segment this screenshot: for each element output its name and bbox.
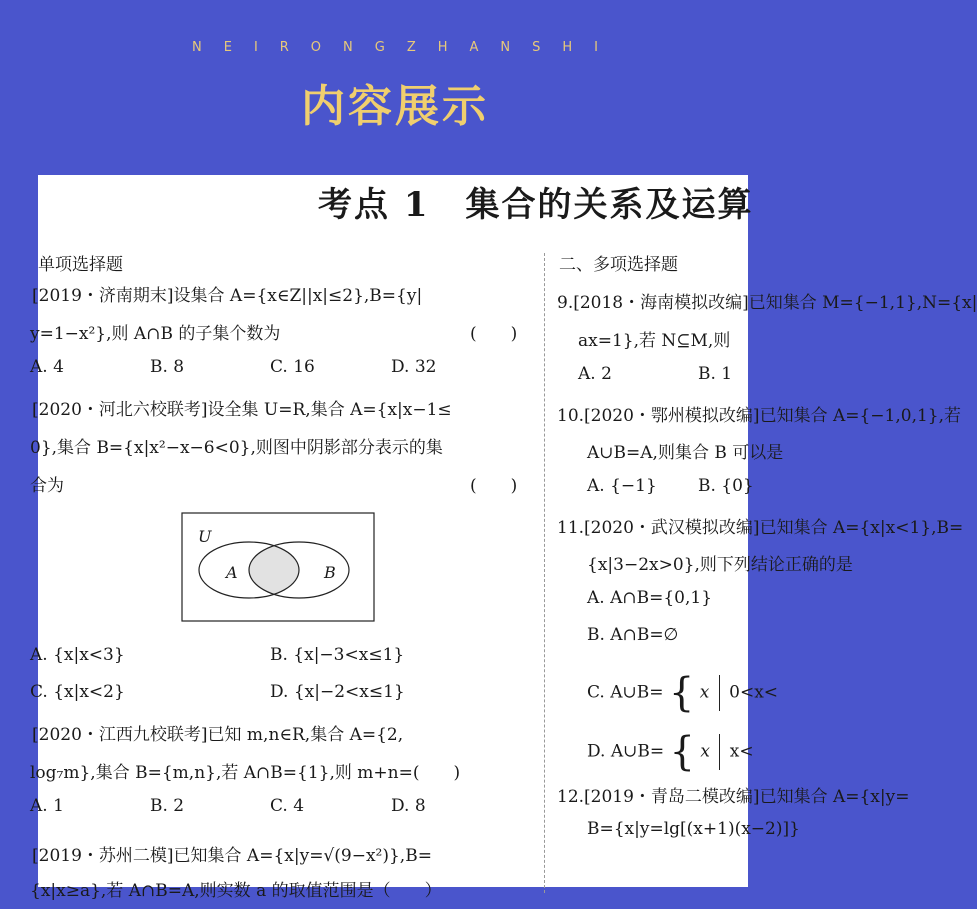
set-divider bbox=[719, 675, 720, 711]
banner-subtitle: NEIRONGZHANSHI bbox=[192, 40, 620, 55]
page-heading: 考点 1 集合的关系及运算 bbox=[318, 185, 754, 225]
option-d bbox=[587, 729, 754, 775]
option-a: A. {x|x<3} bbox=[30, 645, 125, 665]
option-c-text: C. A∪B= bbox=[587, 682, 664, 703]
set-condition: x< bbox=[729, 741, 754, 762]
q-stem-line: [2019・济南期末]设集合 A={x∈Z||x|≤2},B={y| bbox=[32, 286, 423, 306]
answer-paren: ( ) bbox=[470, 476, 518, 496]
option-b: B. {0} bbox=[698, 476, 754, 496]
option-b: B. 1 bbox=[698, 364, 733, 384]
q-stem-line: 11.[2020・武汉模拟改编]已知集合 A={x|x<1},B= bbox=[557, 518, 964, 538]
option-c: C. 4 bbox=[270, 796, 305, 816]
venn-label-a: A bbox=[226, 563, 238, 582]
option-d: D. 8 bbox=[391, 796, 426, 816]
option-b: B. A∩B=∅ bbox=[587, 625, 679, 645]
set-variable: x bbox=[700, 741, 710, 762]
q-stem-line: {x|x≥a},若 A∩B=A,则实数 a 的取值范围是（ ） bbox=[30, 881, 442, 901]
option-d: D. 32 bbox=[391, 357, 437, 377]
option-a: A. A∩B={0,1} bbox=[587, 588, 713, 608]
option-a: A. 2 bbox=[578, 364, 612, 384]
option-d: D. {x|−2<x≤1} bbox=[270, 682, 405, 702]
section-title-multi-choice: 二、多项选择题 bbox=[559, 255, 678, 275]
q-stem-line: 10.[2020・鄂州模拟改编]已知集合 A={−1,0,1},若 bbox=[557, 406, 962, 426]
q-stem-line: [2019・苏州二模]已知集合 A={x|y=√(9−x²)},B= bbox=[32, 846, 432, 866]
option-b: B. 8 bbox=[150, 357, 185, 377]
q-stem-line: 12.[2019・青岛二模改编]已知集合 A={x|y= bbox=[557, 787, 910, 807]
option-a: A. 4 bbox=[30, 357, 64, 377]
q-stem-line: y=1−x²},则 A∩B 的子集个数为 bbox=[30, 324, 281, 344]
answer-paren: ( ) bbox=[470, 324, 518, 344]
venn-label-u: U bbox=[198, 527, 212, 546]
option-c bbox=[587, 670, 779, 716]
q-stem-line: [2020・江西九校联考]已知 m,n∈R,集合 A={2, bbox=[32, 725, 404, 745]
venn-label-b: B bbox=[324, 563, 336, 582]
q-stem-line: 0},集合 B={x|x²−x−6<0},则图中阴影部分表示的集 bbox=[30, 438, 443, 458]
set-brace: { bbox=[668, 670, 695, 716]
q-stem-line: log₇m},集合 B={m,n},若 A∩B={1},则 m+n=( ) bbox=[30, 763, 461, 783]
option-c: C. {x|x<2} bbox=[30, 682, 125, 702]
option-b: B. 2 bbox=[150, 796, 185, 816]
set-variable: x bbox=[699, 682, 710, 703]
option-a: A. {−1} bbox=[587, 476, 657, 496]
banner-title: 内容展示 bbox=[301, 81, 489, 132]
section-title-single-choice: 单项选择题 bbox=[38, 255, 123, 275]
option-a: A. 1 bbox=[30, 796, 64, 816]
q-stem-line: [2020・河北六校联考]设全集 U=R,集合 A={x|x−1≤ bbox=[32, 400, 452, 420]
q-stem-line: 合为 bbox=[30, 476, 64, 496]
option-b: B. {x|−3<x≤1} bbox=[270, 645, 405, 665]
q-stem-line: ax=1},若 N⊆M,则 bbox=[578, 331, 731, 351]
q-stem-line: B={x|y=lg[(x+1)(x−2)]} bbox=[587, 819, 800, 839]
set-brace: { bbox=[669, 729, 695, 775]
document-page bbox=[30, 175, 977, 901]
q-stem-line: A∪B=A,则集合 B 可以是 bbox=[587, 443, 784, 463]
set-divider bbox=[719, 734, 720, 770]
q-stem-line: {x|3−2x>0},则下列结论正确的是 bbox=[587, 555, 853, 575]
q-stem-line: 9.[2018・海南模拟改编]已知集合 M={−1,1},N={x| bbox=[557, 293, 977, 313]
set-condition: 0<x< bbox=[729, 682, 779, 703]
column-divider bbox=[544, 253, 545, 893]
option-c: C. 16 bbox=[270, 357, 315, 377]
option-d-text: D. A∪B= bbox=[587, 741, 665, 762]
